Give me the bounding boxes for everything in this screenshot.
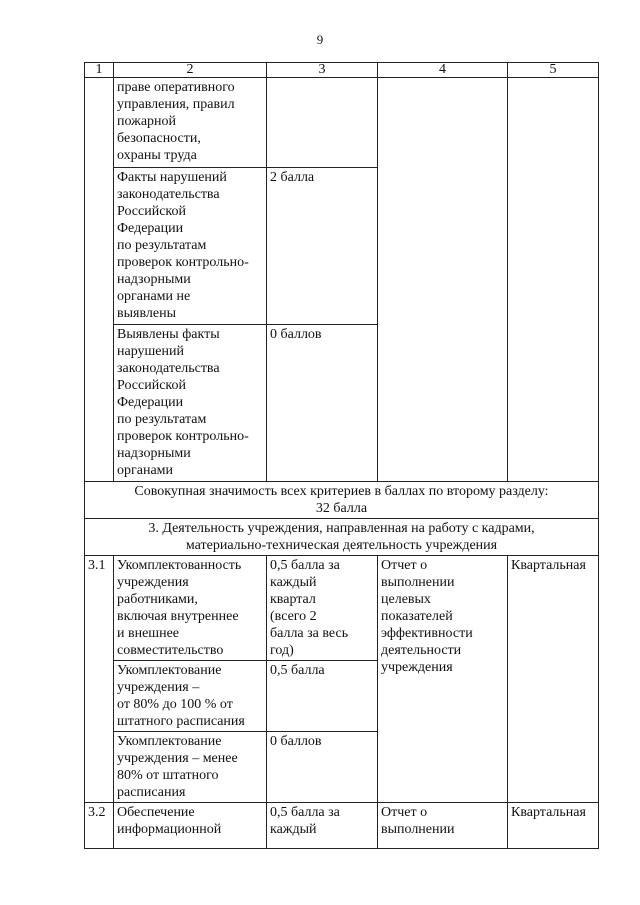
periodicity-cell: Квартальная xyxy=(508,556,599,803)
criteria-table xyxy=(84,62,599,849)
points-cell: 0,5 балла за каждый xyxy=(267,803,378,849)
row-number-cell xyxy=(85,78,114,482)
section-3-heading: 3. Деятельность учреждения, направленная на работу с кадрами, материально-техническая деятельность учреждения xyxy=(85,519,599,556)
row-number-cell: 3.2 xyxy=(85,803,114,849)
header-col-3: 3 xyxy=(267,63,378,78)
header-col-1: 1 xyxy=(85,63,114,78)
criterion-cell: Укомплектование учреждения – менее 80% от штатного расписания xyxy=(114,732,267,803)
points-cell: 0 баллов xyxy=(267,325,378,482)
points-cell xyxy=(267,78,378,168)
points-cell: 0,5 балла xyxy=(267,661,378,732)
criterion-cell: Факты нарушений законодательства Российской Федерации по результатам проверок контрольно- надзорными органами не выявлены xyxy=(114,168,267,325)
section-total-row xyxy=(85,482,599,519)
criterion-cell: Укомплектованность учреждения работниками, включая внутреннее и внешнее совместительство xyxy=(114,556,267,661)
table-row xyxy=(85,803,599,849)
table-header-row xyxy=(85,63,599,78)
section-2-total: Совокупная значимость всех критериев в баллах по второму разделу: 32 балла xyxy=(85,482,599,519)
points-cell: 0,5 балла за каждый квартал (всего 2 балла за весь год) xyxy=(267,556,378,661)
header-col-5: 5 xyxy=(508,63,599,78)
row-number-cell: 3.1 xyxy=(85,556,114,803)
points-cell: 0 баллов xyxy=(267,732,378,803)
criterion-cell: Выявлены факты нарушений законодательства Российской Федерации по результатам проверок контрольно- надзорными органами xyxy=(114,325,267,482)
periodicity-cell: Квартальная xyxy=(508,803,599,849)
report-form-cell: Отчет о выполнении xyxy=(378,803,508,849)
table-row xyxy=(85,78,599,168)
page-number: 9 xyxy=(316,32,324,47)
criterion-cell: Укомплектование учреждения – от 80% до 100 % от штатного расписания xyxy=(114,661,267,732)
header-col-2: 2 xyxy=(114,63,267,78)
criterion-cell: праве оперативного управления, правил пожарной безопасности, охраны труда xyxy=(114,78,267,168)
points-cell: 2 балла xyxy=(267,168,378,325)
table-row xyxy=(85,556,599,661)
header-col-4: 4 xyxy=(378,63,508,78)
report-form-cell: Отчет о выполнении целевых показателей эффективности деятельности учреждения xyxy=(378,556,508,803)
section-heading-row xyxy=(85,519,599,556)
periodicity-cell xyxy=(508,78,599,482)
criterion-cell: Обеспечение информационной xyxy=(114,803,267,849)
report-form-cell xyxy=(378,78,508,482)
